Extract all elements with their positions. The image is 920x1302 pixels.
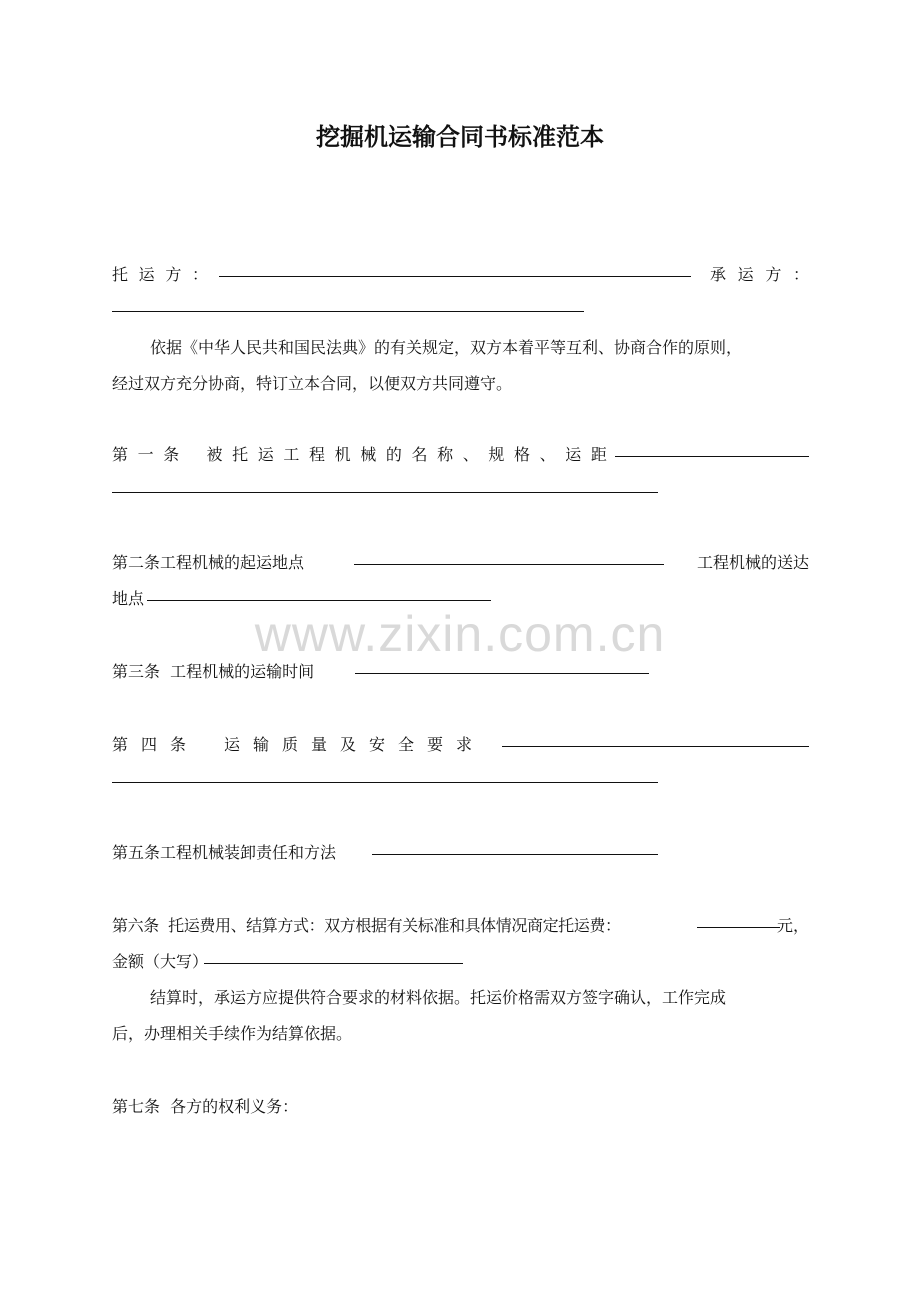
- article-6-amount-blank[interactable]: [204, 962, 463, 964]
- article-4-blank[interactable]: [502, 745, 809, 747]
- article-6-para-line-1: 结算时，承运方应提供符合要求的材料依据。托运价格需双方签字确认，工作完成: [150, 988, 727, 1007]
- article-4-line-1: [112, 732, 809, 758]
- article-6-unit: 元，: [776, 916, 809, 935]
- article-2-line-1: [112, 550, 809, 576]
- preamble-line-2: 经过双方充分协商，特订立本合同，以便双方共同遵守。: [112, 374, 513, 393]
- parties-line: [112, 262, 809, 288]
- article-1-line-1: [112, 442, 809, 468]
- article-3-blank[interactable]: [355, 672, 649, 674]
- watermark: www.zixin.com.cn: [254, 606, 666, 662]
- article-2-destination-suffix: 地点: [112, 589, 145, 608]
- article-6-amount-label: 金额（大写）: [112, 952, 209, 971]
- article-5-blank[interactable]: [372, 853, 658, 855]
- article-6-fee-blank[interactable]: [697, 926, 780, 928]
- article-6-label: 第六条 托运费用、结算方式：双方根据有关标准和具体情况商定托运费：: [112, 916, 621, 935]
- shipper-blank[interactable]: [219, 275, 691, 277]
- article-2-origin-blank[interactable]: [354, 563, 664, 565]
- article-3-label: 第三条 工程机械的运输时间: [112, 662, 315, 681]
- article-4-blank-2[interactable]: [112, 781, 658, 783]
- article-1-line-2: [112, 478, 809, 504]
- carrier-blank[interactable]: [112, 310, 584, 312]
- document-title: 挖掘机运输合同书标准范本: [316, 123, 604, 151]
- article-4-heading: 第 四 条 运 输 质 量 及 安 全 要 求: [112, 735, 472, 754]
- carrier-blank-line: [112, 297, 809, 323]
- article-5-label: 第五条工程机械装卸责任和方法: [112, 843, 337, 862]
- article-2-label: 第二条工程机械的起运地点: [112, 553, 305, 572]
- article-1-blank[interactable]: [615, 455, 809, 457]
- preamble-line-1: 依据《中华人民共和国民法典》的有关规定，双方本着平等互利、协商合作的原则，: [150, 338, 743, 357]
- article-5-line: [112, 840, 809, 866]
- article-1-heading: 第 一 条 被 托 运 工 程 机 械 的 名 称 、 规 格 、 运 距: [112, 445, 607, 464]
- article-2-destination-blank[interactable]: [147, 599, 491, 601]
- article-6-line-1: [112, 913, 809, 939]
- article-2-destination-label: 工程机械的送达: [696, 553, 809, 572]
- carrier-label: 承 运 方 ：: [710, 265, 809, 284]
- article-6-line-2: [112, 949, 809, 975]
- shipper-label: 托 运 方 ：: [112, 265, 208, 284]
- article-6-para-line-2: 后，办理相关手续作为结算依据。: [112, 1024, 353, 1043]
- article-4-line-2: [112, 768, 809, 794]
- article-7-line: 第七条 各方的权利义务：: [112, 1097, 299, 1116]
- article-1-blank-2[interactable]: [112, 491, 658, 493]
